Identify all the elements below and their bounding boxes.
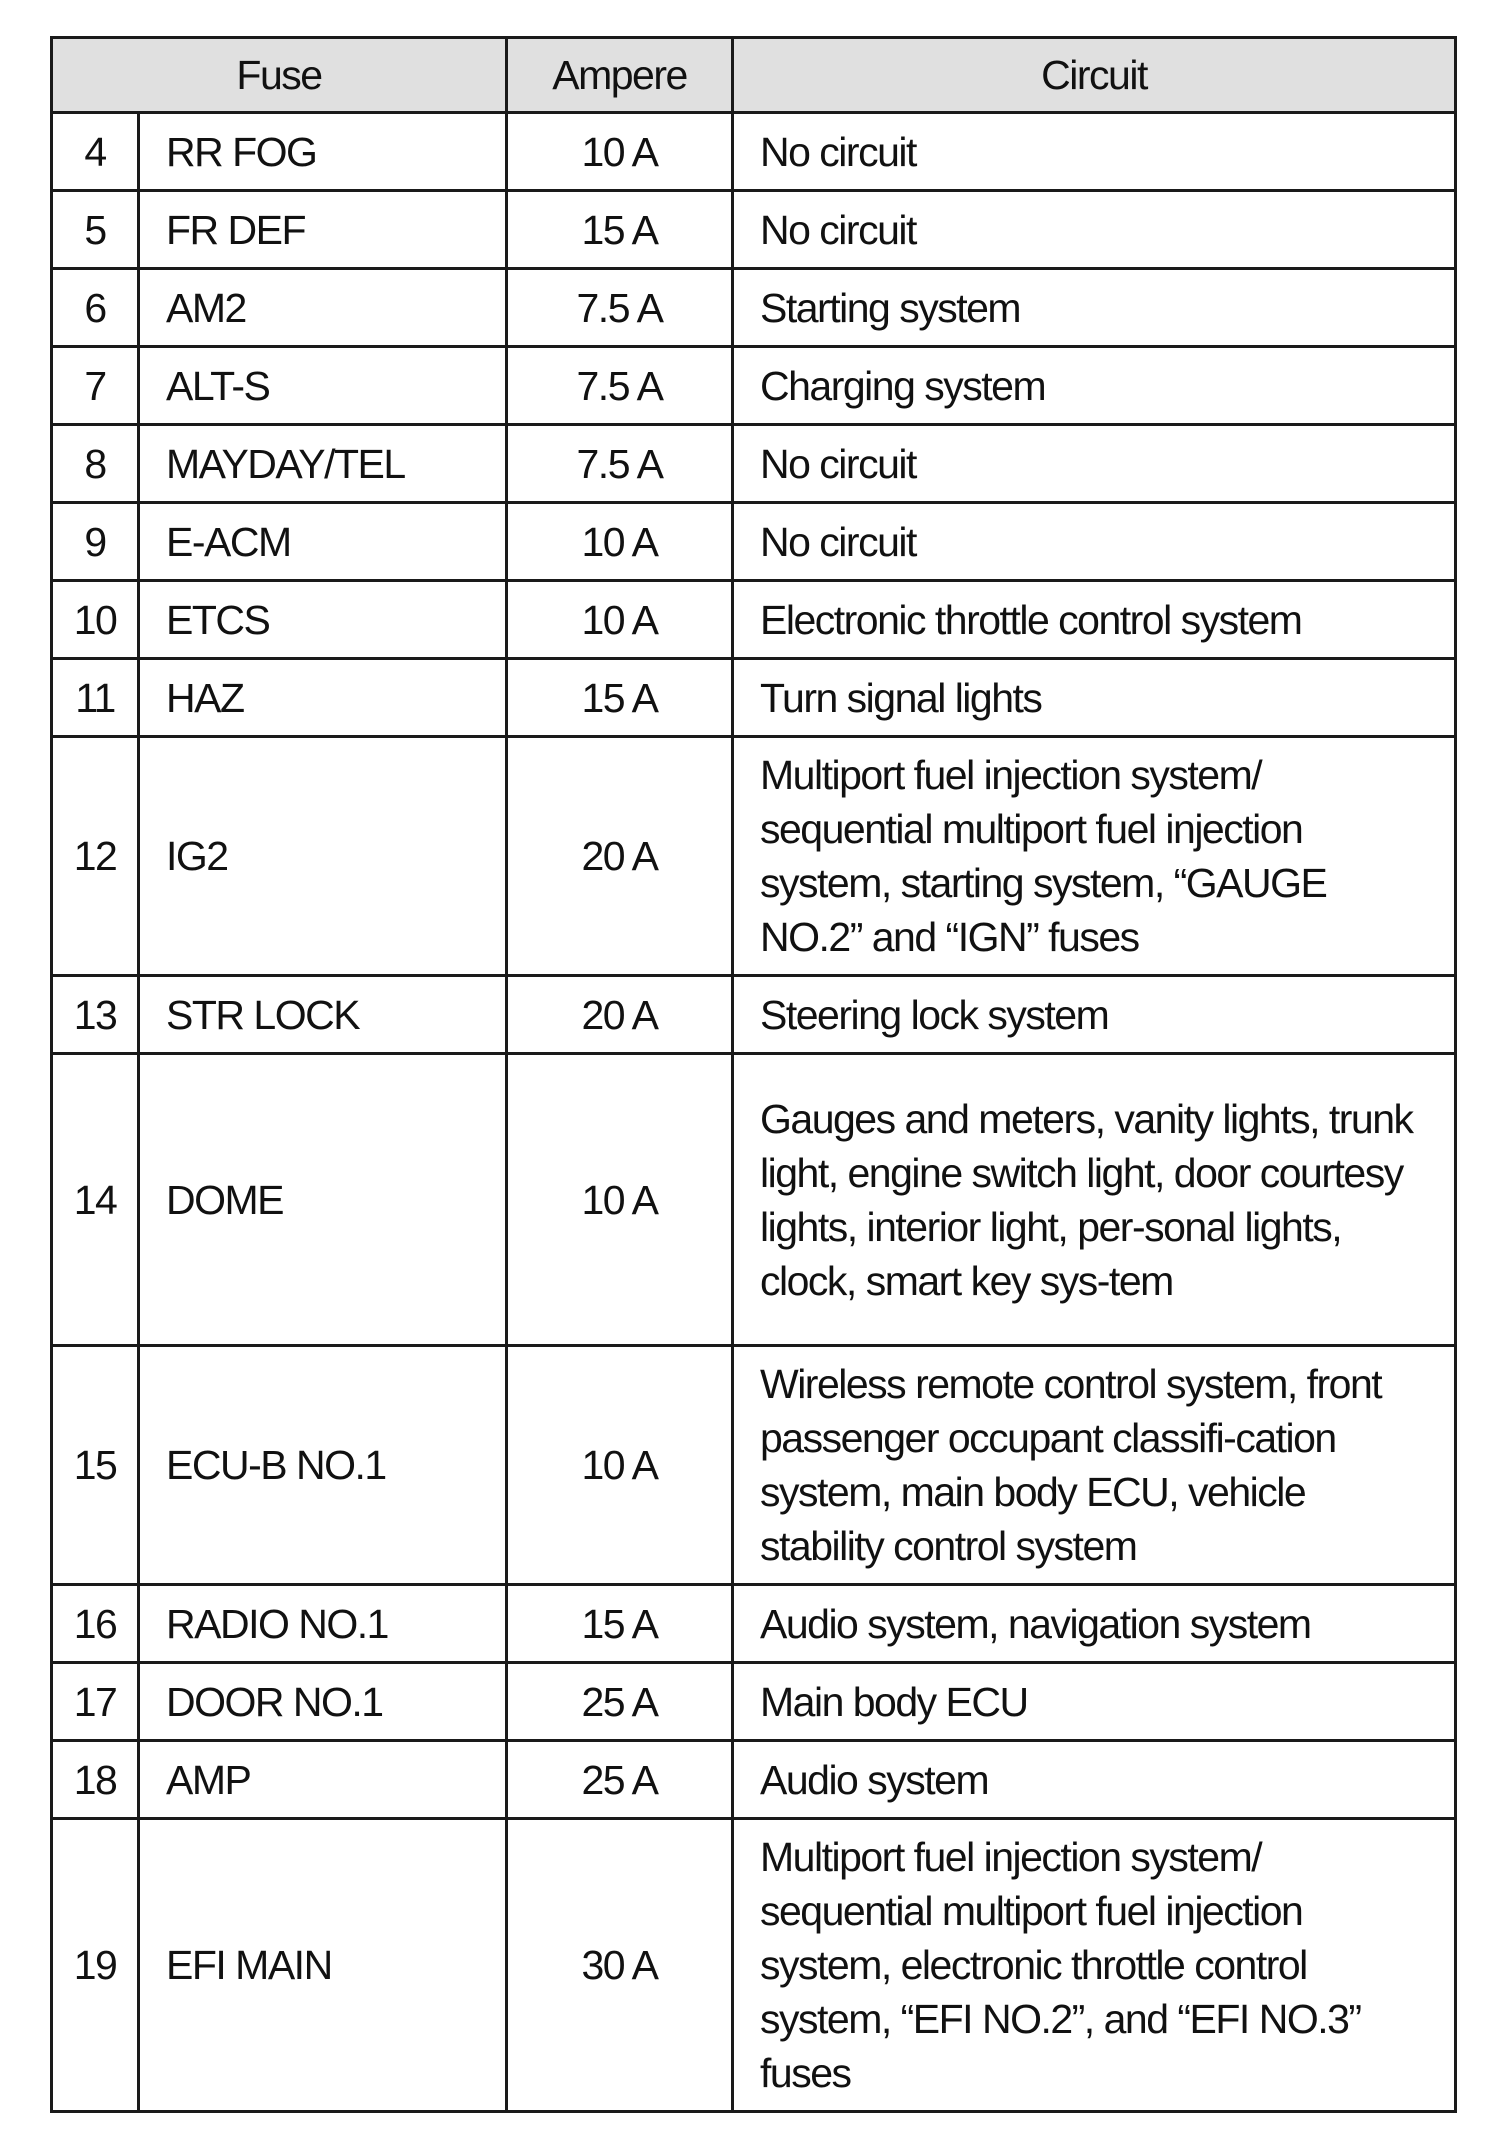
circuit-cell: No circuit [733, 503, 1456, 581]
fuse-number-cell: 15 [52, 1346, 139, 1585]
circuit-cell: Gauges and meters, vanity lights, trunk light, engine switch light, door courtesy lights, interior light, per-sonal lights, clock, smart key sys-tem [733, 1054, 1456, 1346]
table-row [52, 269, 1456, 347]
circuit-cell: Electronic throttle control system [733, 581, 1456, 659]
ampere-cell: 10 A [507, 503, 733, 581]
fuse-number-cell: 19 [52, 1819, 139, 2112]
ampere-cell: 15 A [507, 659, 733, 737]
table-row [52, 1585, 1456, 1663]
fuse-number-cell: 12 [52, 737, 139, 976]
fuse-number-cell: 4 [52, 113, 139, 191]
table-row [52, 1054, 1456, 1346]
fuse-number-cell: 11 [52, 659, 139, 737]
header-ampere: Ampere [507, 38, 733, 113]
ampere-cell: 10 A [507, 1346, 733, 1585]
header-fuse: Fuse [52, 38, 507, 113]
fuse-name-cell: RADIO NO.1 [139, 1585, 507, 1663]
ampere-cell: 25 A [507, 1663, 733, 1741]
ampere-cell: 30 A [507, 1819, 733, 2112]
table-row [52, 581, 1456, 659]
table-row [52, 1346, 1456, 1585]
table-body [52, 113, 1456, 2112]
fuse-name-cell: ALT-S [139, 347, 507, 425]
circuit-cell: No circuit [733, 191, 1456, 269]
fuse-name-cell: ECU-B NO.1 [139, 1346, 507, 1585]
fuse-name-cell: AM2 [139, 269, 507, 347]
fuse-number-cell: 17 [52, 1663, 139, 1741]
fuse-number-cell: 9 [52, 503, 139, 581]
ampere-cell: 10 A [507, 113, 733, 191]
fuse-table [50, 36, 1457, 2113]
circuit-cell: No circuit [733, 113, 1456, 191]
fuse-number-cell: 8 [52, 425, 139, 503]
fuse-number-cell: 5 [52, 191, 139, 269]
table-row [52, 425, 1456, 503]
fuse-number-cell: 13 [52, 976, 139, 1054]
header-circuit: Circuit [733, 38, 1456, 113]
ampere-cell: 10 A [507, 581, 733, 659]
ampere-cell: 7.5 A [507, 347, 733, 425]
table-row [52, 503, 1456, 581]
ampere-cell: 25 A [507, 1741, 733, 1819]
fuse-number-cell: 7 [52, 347, 139, 425]
table-row [52, 347, 1456, 425]
table-header [52, 38, 1456, 113]
ampere-cell: 20 A [507, 737, 733, 976]
circuit-cell: Wireless remote control system, front passenger occupant classifi-cation system, main body ECU, vehicle stability control system [733, 1346, 1456, 1585]
ampere-cell: 20 A [507, 976, 733, 1054]
circuit-cell: Multiport fuel injection system/ sequential multiport fuel injection system, electronic throttle control system, “EFI NO.2”, and “EFI NO.3” fuses [733, 1819, 1456, 2112]
fuse-name-cell: STR LOCK [139, 976, 507, 1054]
fuse-number-cell: 10 [52, 581, 139, 659]
table-row [52, 1663, 1456, 1741]
circuit-cell: Charging system [733, 347, 1456, 425]
ampere-cell: 10 A [507, 1054, 733, 1346]
ampere-cell: 15 A [507, 1585, 733, 1663]
table-row [52, 737, 1456, 976]
table-row [52, 191, 1456, 269]
table-row [52, 976, 1456, 1054]
fuse-number-cell: 18 [52, 1741, 139, 1819]
circuit-cell: Multiport fuel injection system/ sequential multiport fuel injection system, starting system, “GAUGE NO.2” and “IGN” fuses [733, 737, 1456, 976]
circuit-cell: Audio system [733, 1741, 1456, 1819]
fuse-name-cell: RR FOG [139, 113, 507, 191]
fuse-number-cell: 16 [52, 1585, 139, 1663]
circuit-cell: Audio system, navigation system [733, 1585, 1456, 1663]
fuse-name-cell: EFI MAIN [139, 1819, 507, 2112]
fuse-name-cell: FR DEF [139, 191, 507, 269]
circuit-cell: Main body ECU [733, 1663, 1456, 1741]
table-row [52, 659, 1456, 737]
circuit-cell: Starting system [733, 269, 1456, 347]
fuse-name-cell: IG2 [139, 737, 507, 976]
fuse-name-cell: ETCS [139, 581, 507, 659]
table-row [52, 113, 1456, 191]
ampere-cell: 15 A [507, 191, 733, 269]
fuse-name-cell: DOOR NO.1 [139, 1663, 507, 1741]
fuse-name-cell: E-ACM [139, 503, 507, 581]
fuse-number-cell: 14 [52, 1054, 139, 1346]
circuit-cell: No circuit [733, 425, 1456, 503]
table-row [52, 1741, 1456, 1819]
circuit-cell: Turn signal lights [733, 659, 1456, 737]
ampere-cell: 7.5 A [507, 269, 733, 347]
fuse-name-cell: MAYDAY/TEL [139, 425, 507, 503]
table-row [52, 1819, 1456, 2112]
fuse-number-cell: 6 [52, 269, 139, 347]
fuse-name-cell: HAZ [139, 659, 507, 737]
circuit-cell: Steering lock system [733, 976, 1456, 1054]
ampere-cell: 7.5 A [507, 425, 733, 503]
fuse-name-cell: AMP [139, 1741, 507, 1819]
fuse-name-cell: DOME [139, 1054, 507, 1346]
header-row [52, 38, 1456, 113]
